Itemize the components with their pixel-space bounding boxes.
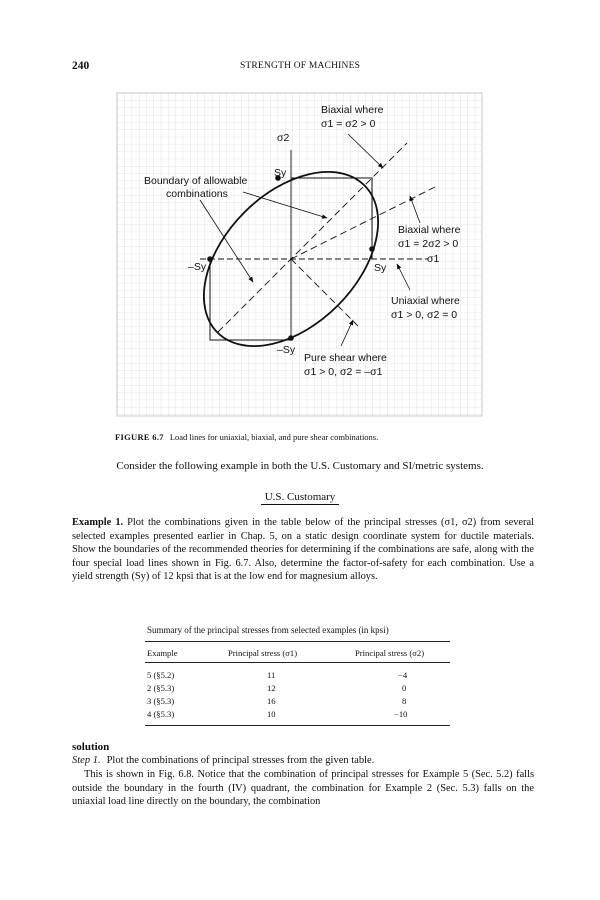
annotation-biaxial-equal-line1: Biaxial where bbox=[321, 104, 384, 116]
figure-caption bbox=[115, 432, 378, 442]
annotation-biaxial-double-line2: σ1 = 2σ2 > 0 bbox=[398, 238, 459, 250]
point-sy-right bbox=[369, 246, 375, 252]
table-cell: 3 (§5.3) bbox=[147, 696, 175, 706]
table-header-sigma1: Principal stress (σ1) bbox=[228, 648, 298, 658]
annotation-uniaxial-line2: σ1 > 0, σ2 = 0 bbox=[391, 309, 458, 321]
table-rule-bottom bbox=[145, 725, 450, 726]
annotation-uniaxial-line1: Uniaxial where bbox=[391, 295, 460, 307]
figure-caption-label: FIGURE 6.7 bbox=[115, 432, 164, 442]
annotation-boundary-line2: combinations bbox=[166, 188, 228, 200]
subheading-text: U.S. Customary bbox=[261, 491, 340, 505]
annotation-biaxial-double-line1: Biaxial where bbox=[398, 224, 461, 236]
point-neg-sy-bottom bbox=[288, 335, 294, 341]
table-title: Summary of the principal stresses from selected examples (in kpsi) bbox=[147, 625, 389, 635]
step-label: Step 1. bbox=[72, 755, 101, 766]
annotation-boundary-line1: Boundary of allowable bbox=[144, 175, 248, 187]
subheading bbox=[0, 491, 600, 503]
label-sy-top: Sy bbox=[274, 167, 287, 179]
step-text: Plot the combinations of principal stresses from the given table. bbox=[106, 755, 375, 766]
annotation-biaxial-equal-line2: σ1 = σ2 > 0 bbox=[321, 118, 376, 130]
point-neg-sy-left bbox=[207, 256, 213, 262]
table-cell: 16 bbox=[267, 696, 276, 706]
table-cell: 4 (§5.3) bbox=[147, 709, 175, 719]
table-cell: 12 bbox=[267, 683, 276, 693]
table-cell: 0 bbox=[402, 683, 407, 693]
table-cell: 10 bbox=[267, 709, 276, 719]
table-cell: 8 bbox=[402, 696, 407, 706]
label-neg-sy-left: –Sy bbox=[188, 261, 207, 273]
table-cell: 11 bbox=[267, 670, 276, 680]
label-sigma1: σ1 bbox=[427, 253, 440, 265]
solution-label: solution bbox=[72, 741, 110, 753]
table-cell: −4 bbox=[398, 670, 408, 680]
step-1 bbox=[72, 755, 374, 766]
example-paragraph bbox=[72, 516, 534, 584]
label-sigma2: σ2 bbox=[277, 132, 290, 144]
table-cell: 5 (§5.2) bbox=[147, 670, 175, 680]
table-rule-mid bbox=[145, 662, 450, 663]
table-cell: −10 bbox=[394, 709, 408, 719]
running-header: STRENGTH OF MACHINES bbox=[239, 61, 361, 71]
annotation-pure-shear-line2: σ1 > 0, σ2 = –σ1 bbox=[304, 366, 383, 378]
table-header-sigma2: Principal stress (σ2) bbox=[355, 648, 425, 658]
label-sy-right: Sy bbox=[374, 262, 387, 274]
label-neg-sy-bottom: –Sy bbox=[277, 344, 296, 356]
annotation-pure-shear-line1: Pure shear where bbox=[304, 352, 387, 364]
example-text: Plot the combinations given in the table below of the principal stresses (σ1, σ2) from several selected examples presented earlier in Chap. 5, on a static design coordinate system for ductile materials. Show the boundaries of the recommended theories for determining if the combinations are safe, along with the four special load lines shown in Fig. 6.7. Also, determine the factor-of-safety for each combination. Use a yield strength (Sy) of 12 kpsi that is at the low end for magnesium alloys. bbox=[72, 517, 534, 583]
figure-caption-text: Load lines for uniaxial, biaxial, and pure shear combinations. bbox=[169, 432, 379, 442]
intro-sentence: Consider the following example in both the U.S. Customary and SI/metric systems. bbox=[116, 460, 484, 472]
table-rule-top bbox=[145, 641, 450, 642]
table-header-example: Example bbox=[147, 648, 178, 658]
example-label: Example 1. bbox=[72, 517, 124, 528]
solution-paragraph: This is shown in Fig. 6.8. Notice that the combination of principal stresses for Example 5 (Sec. 5.2) falls outside the boundary in the fourth (IV) quadrant, the combination for Example 2 (Sec. 5.3) falls on the uniaxial load line directly on the boundary, the combination bbox=[72, 769, 534, 808]
page-number: 240 bbox=[72, 60, 90, 72]
table-cell: 2 (§5.3) bbox=[147, 683, 175, 693]
